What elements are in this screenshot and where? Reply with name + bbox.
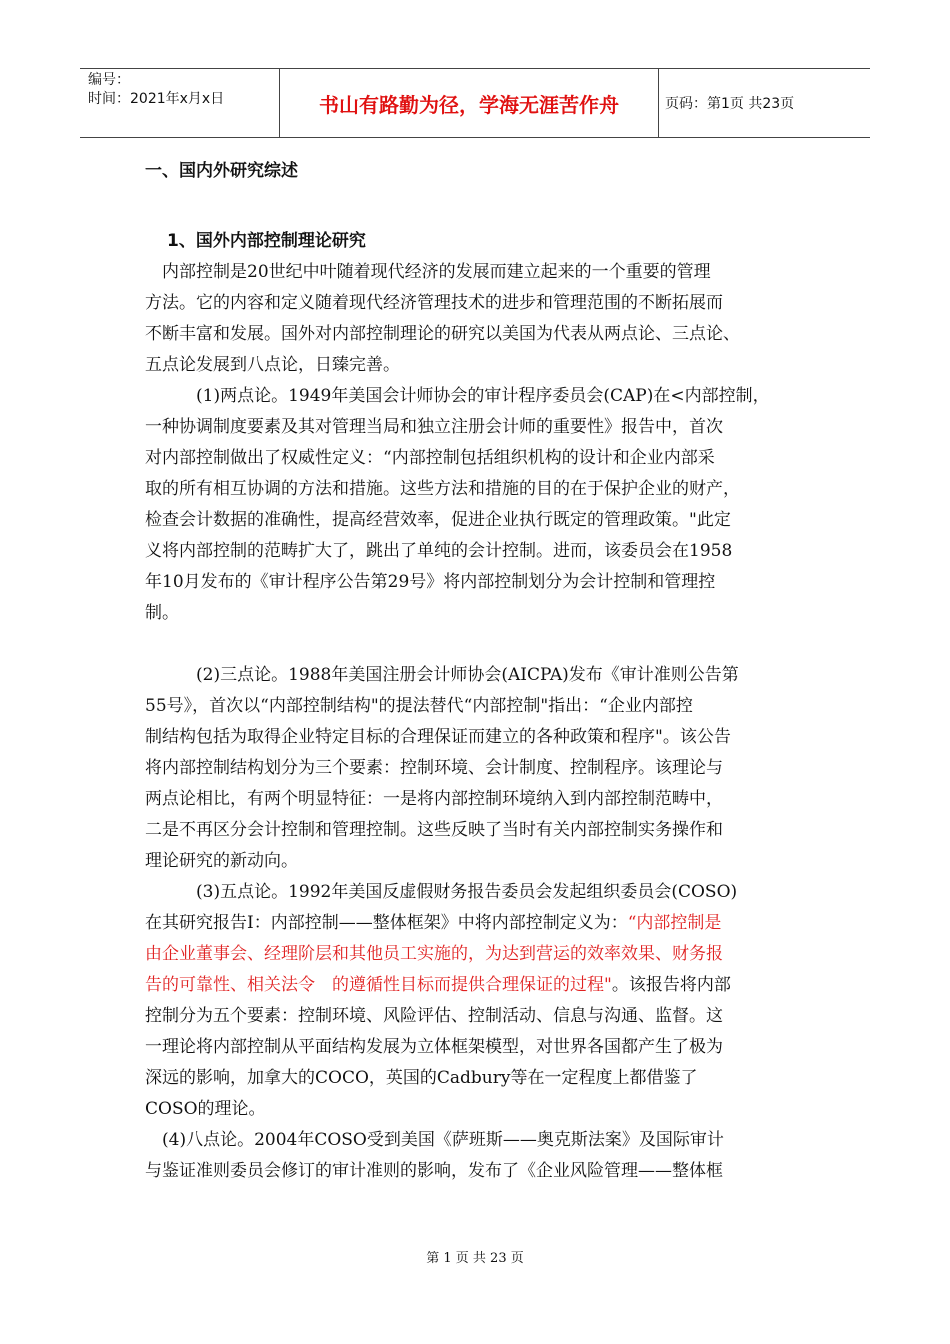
- highlighted-definition: 由企业董事会、经理阶层和其他员工实施的，为达到营运的效率效果、财务报: [145, 944, 723, 964]
- text-line: 一种协调制度要素及其对管理当局和独立注册会计师的重要性》报告中，首次: [145, 417, 723, 437]
- text-line: 制结构包括为取得企业特定目标的合理保证而建立的各种政策和程序"。该公告: [145, 727, 731, 747]
- text-line: [145, 970, 815, 1001]
- text-line: (2)三点论。1988年美国注册会计师协会(AICPA)发布《审计准则公告第: [145, 665, 739, 685]
- text-line: 年10月发布的《审计程序公告第29号》将内部控制划分为会计控制和管理控: [145, 572, 716, 592]
- paragraph-three-point-theory: [145, 660, 815, 877]
- text-line: 深远的影响，加拿大的COCO，英国的Cadbury等在一定程度上都借鉴了: [145, 1068, 698, 1088]
- text-line: 五点论发展到八点论，日臻完善。: [145, 355, 400, 375]
- page-header: [80, 68, 870, 138]
- header-meta: [80, 69, 280, 137]
- document-body: [145, 156, 815, 1187]
- text-span: 在其研究报告I：内部控制——整体框架》中将内部控制定义为：: [145, 913, 628, 933]
- text-line: 两点论相比，有两个明显特征：一是将内部控制环境纳入到内部控制范畴中，: [145, 789, 723, 809]
- text-span: 。该报告将内部: [611, 975, 731, 995]
- text-line: 将内部控制结构划分为三个要素：控制环境、会计制度、控制程序。该理论与: [145, 758, 723, 778]
- text-line: 二是不再区分会计控制和管理控制。这些反映了当时有关内部控制实务操作和: [145, 820, 723, 840]
- text-line: 制。: [145, 603, 179, 623]
- text-line: 检查会计数据的准确性，提高经营效率，促进企业执行既定的管理政策。"此定: [145, 510, 731, 530]
- paragraph-five-point-theory: [145, 877, 815, 1125]
- highlighted-definition: 告的可靠性、相关法令 的遵循性目标而提供合理保证的过程": [145, 975, 612, 995]
- text-line: 不断丰富和发展。国外对内部控制理论的研究以美国为代表从两点论、三点论、: [145, 324, 740, 344]
- header-motto: 书山有路勤为径，学海无涯苦作舟: [280, 69, 659, 137]
- text-line: 内部控制是20世纪中叶随着现代经济的发展而建立起来的一个重要的管理: [145, 262, 711, 282]
- text-line: (4)八点论。2004年COSO受到美国《萨班斯——奥克斯法案》及国际审计: [145, 1130, 724, 1150]
- header-page-number: 页码：第1页 共23页: [665, 96, 795, 112]
- highlighted-definition: “内部控制是: [627, 913, 722, 933]
- text-line: 控制分为五个要素：控制环境、风险评估、控制活动、信息与沟通、监督。这: [145, 1006, 723, 1026]
- section-title: 一、国内外研究综述: [145, 161, 298, 181]
- text-line: (1)两点论。1949年美国会计师协会的审计程序委员会(CAP)在<内部控制，: [145, 386, 770, 406]
- text-line: 理论研究的新动向。: [145, 851, 298, 871]
- text-line: 方法。它的内容和定义随着现代经济管理技术的进步和管理范围的不断拓展而: [145, 293, 723, 313]
- text-line: 与鉴证准则委员会修订的审计准则的影响，发布了《企业风险管理——整体框: [145, 1161, 723, 1181]
- header-time: 时间：2021年x月x日: [88, 91, 225, 107]
- header-number: 编号：: [88, 72, 130, 88]
- paragraph-two-point-theory: [145, 381, 815, 629]
- text-line: 取的所有相互协调的方法和措施。这些方法和措施的目的在于保护企业的财产，: [145, 479, 740, 499]
- text-line: 55号》，首次以“内部控制结构"的提法替代“内部控制"指出：“企业内部控: [145, 696, 693, 716]
- paragraph-eight-point-theory: [145, 1125, 815, 1187]
- page-footer: 第 1 页 共 23 页: [426, 1251, 524, 1266]
- text-line: 一理论将内部控制从平面结构发展为立体框架模型，对世界各国都产生了极为: [145, 1037, 723, 1057]
- text-line: 义将内部控制的范畴扩大了，跳出了单纯的会计控制。进而，该委员会在1958: [145, 541, 733, 561]
- intro-paragraph: [145, 257, 815, 381]
- text-line: COSO的理论。: [145, 1099, 266, 1119]
- text-line: (3)五点论。1992年美国反虚假财务报告委员会发起组织委员会(COSO): [145, 882, 738, 902]
- subsection-title: 1、国外内部控制理论研究: [167, 231, 366, 251]
- text-line: [145, 908, 815, 939]
- text-line: 对内部控制做出了权威性定义：“内部控制包括组织机构的设计和企业内部采: [145, 448, 715, 468]
